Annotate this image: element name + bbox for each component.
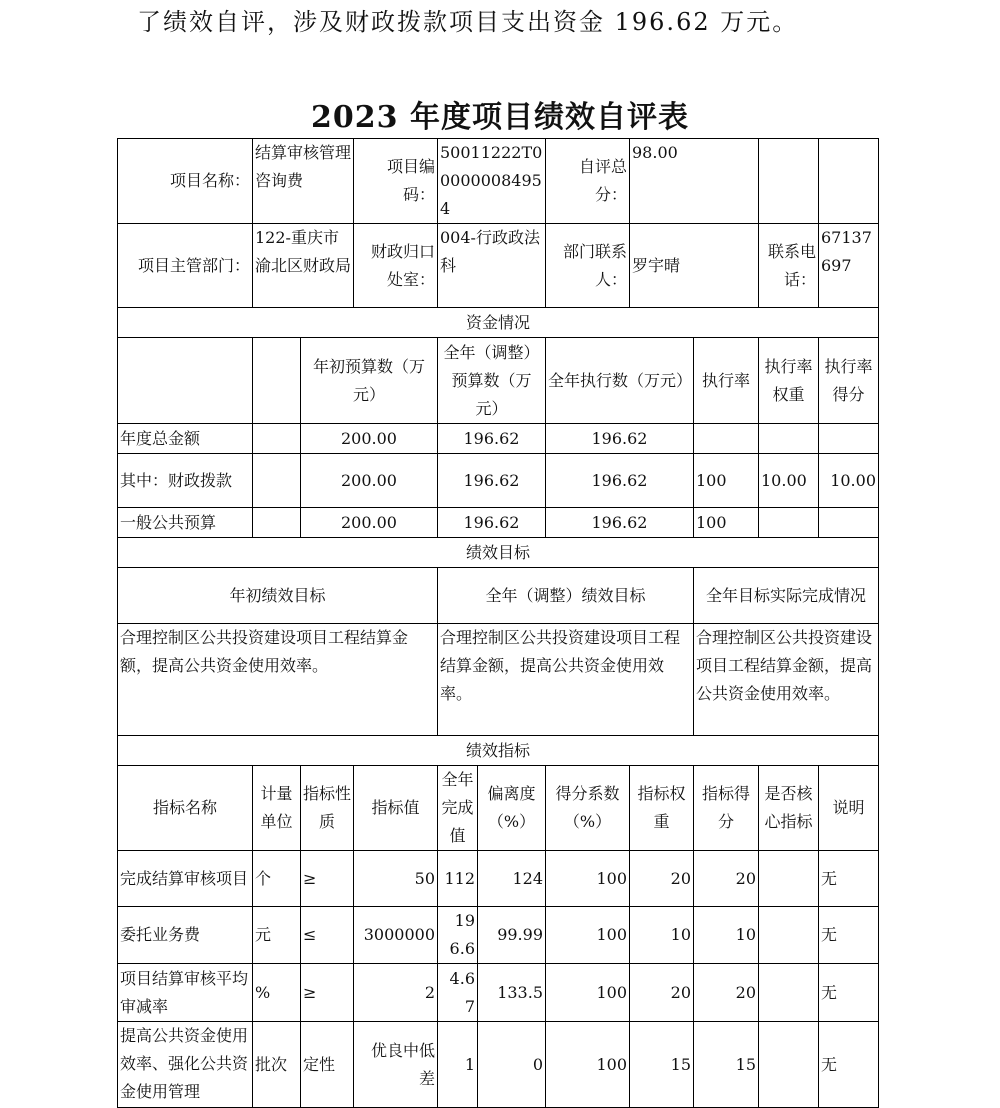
project-name-value: 结算审核管理咨询费 — [253, 139, 354, 224]
goals-header-row — [118, 568, 879, 624]
ind-header-unit: 计量单位 — [253, 766, 301, 851]
goals-section-header: 绩效目标 — [118, 538, 879, 568]
ind-core — [759, 851, 819, 907]
funds-adjusted: 196.62 — [438, 424, 546, 454]
indicators-section-header: 绩效指标 — [118, 736, 879, 766]
ind-deviation: 99.99 — [478, 907, 546, 964]
funds-row-label: 年度总金额 — [118, 424, 253, 454]
funds-header-adjusted: 全年（调整）预算数（万元） — [438, 338, 546, 424]
info-row-2 — [118, 224, 879, 308]
ind-deviation: 133.5 — [478, 964, 546, 1022]
empty-cell — [253, 508, 301, 538]
ind-header-name: 指标名称 — [118, 766, 253, 851]
funds-weight — [759, 508, 819, 538]
ind-nature: ≥ — [301, 851, 354, 907]
dept-value: 122-重庆市渝北区财政局 — [253, 224, 354, 308]
contact-value: 罗宇晴 — [630, 224, 759, 308]
ind-header-weight: 指标权重 — [630, 766, 694, 851]
ind-core — [759, 907, 819, 964]
ind-core — [759, 1022, 819, 1108]
indicator-row — [118, 964, 879, 1022]
goals-content-row — [118, 624, 879, 736]
funds-header-executed: 全年执行数（万元） — [546, 338, 694, 424]
funds-rate — [694, 424, 759, 454]
ind-header-note: 说明 — [819, 766, 879, 851]
ind-header-core: 是否核心指标 — [759, 766, 819, 851]
ind-unit: 批次 — [253, 1022, 301, 1108]
funds-weight: 10.00 — [759, 454, 819, 508]
empty-cell — [819, 139, 879, 224]
goals-adjusted-text: 合理控制区公共投资建设项目工程结算金额，提高公共资金使用效率。 — [438, 624, 694, 736]
total-score-label: 自评总分： — [546, 139, 630, 224]
info-row-1 — [118, 139, 879, 224]
ind-value: 50 — [354, 851, 438, 907]
ind-score: 20 — [694, 964, 759, 1022]
ind-score: 20 — [694, 851, 759, 907]
empty-cell — [253, 338, 301, 424]
funds-row-label: 其中：财政拨款 — [118, 454, 253, 508]
intro-paragraph: 了绩效自评，涉及财政拨款项目支出资金 196.62 万元。 — [137, 8, 799, 36]
indicator-row — [118, 851, 879, 907]
empty-cell — [253, 424, 301, 454]
funds-header-row — [118, 338, 879, 424]
ind-value: 2 — [354, 964, 438, 1022]
ind-weight: 15 — [630, 1022, 694, 1108]
funds-adjusted: 196.62 — [438, 508, 546, 538]
phone-label: 联系电话： — [759, 224, 819, 308]
funds-rate: 100 — [694, 508, 759, 538]
ind-nature: 定性 — [301, 1022, 354, 1108]
ind-coef: 100 — [546, 964, 630, 1022]
funds-header-weight: 执行率权重 — [759, 338, 819, 424]
empty-cell — [253, 454, 301, 508]
ind-note: 无 — [819, 851, 879, 907]
ind-weight: 20 — [630, 964, 694, 1022]
ind-header-deviation: 偏离度（%） — [478, 766, 546, 851]
ind-done: 112 — [438, 851, 478, 907]
ind-done: 196.6 — [438, 907, 478, 964]
ind-deviation: 0 — [478, 1022, 546, 1108]
phone-value: 67137697 — [819, 224, 879, 308]
funds-row-label: 一般公共预算 — [118, 508, 253, 538]
indicators-header-row — [118, 766, 879, 851]
ind-value: 优良中低差 — [354, 1022, 438, 1108]
funds-header-rate: 执行率 — [694, 338, 759, 424]
ind-header-value: 指标值 — [354, 766, 438, 851]
ind-header-score: 指标得分 — [694, 766, 759, 851]
ind-core — [759, 964, 819, 1022]
ind-coef: 100 — [546, 1022, 630, 1108]
ind-done: 1 — [438, 1022, 478, 1108]
performance-table — [117, 138, 879, 1108]
ind-unit: % — [253, 964, 301, 1022]
indicator-row — [118, 1022, 879, 1108]
dept-label: 项目主管部门： — [118, 224, 253, 308]
total-score-value: 98.00 — [630, 139, 759, 224]
project-name-label: 项目名称： — [118, 139, 253, 224]
ind-value: 3000000 — [354, 907, 438, 964]
funds-header-score: 执行率得分 — [819, 338, 879, 424]
ind-nature: ≤ — [301, 907, 354, 964]
ind-name: 完成结算审核项目 — [118, 851, 253, 907]
ind-note: 无 — [819, 964, 879, 1022]
funds-adjusted: 196.62 — [438, 454, 546, 508]
ind-header-done: 全年完成值 — [438, 766, 478, 851]
ind-weight: 20 — [630, 851, 694, 907]
ind-score: 15 — [694, 1022, 759, 1108]
empty-cell — [118, 338, 253, 424]
ind-unit: 个 — [253, 851, 301, 907]
office-label: 财政归口处室： — [354, 224, 438, 308]
goals-header-actual: 全年目标实际完成情况 — [694, 568, 879, 624]
funds-initial: 200.00 — [301, 424, 438, 454]
page-title: 2023 年度项目绩效自评表 — [311, 100, 689, 135]
project-code-value: 50011222T000000084954 — [438, 139, 546, 224]
contact-label: 部门联系人： — [546, 224, 630, 308]
funds-row — [118, 508, 879, 538]
office-value: 004-行政政法科 — [438, 224, 546, 308]
ind-name: 委托业务费 — [118, 907, 253, 964]
goals-header-initial: 年初绩效目标 — [118, 568, 438, 624]
goals-initial-text: 合理控制区公共投资建设项目工程结算金额，提高公共资金使用效率。 — [118, 624, 438, 736]
ind-nature: ≥ — [301, 964, 354, 1022]
ind-note: 无 — [819, 1022, 879, 1108]
ind-unit: 元 — [253, 907, 301, 964]
goals-header-adjusted: 全年（调整）绩效目标 — [438, 568, 694, 624]
ind-name: 提高公共资金使用效率、强化公共资金使用管理 — [118, 1022, 253, 1108]
empty-cell — [759, 139, 819, 224]
goals-actual-text: 合理控制区公共投资建设项目工程结算金额，提高公共资金使用效率。 — [694, 624, 879, 736]
ind-coef: 100 — [546, 907, 630, 964]
ind-deviation: 124 — [478, 851, 546, 907]
ind-coef: 100 — [546, 851, 630, 907]
funds-score — [819, 508, 879, 538]
funds-score — [819, 424, 879, 454]
funds-executed: 196.62 — [546, 454, 694, 508]
indicator-row — [118, 907, 879, 964]
funds-weight — [759, 424, 819, 454]
funds-initial: 200.00 — [301, 508, 438, 538]
ind-header-coef: 得分系数（%） — [546, 766, 630, 851]
funds-header-initial: 年初预算数（万元） — [301, 338, 438, 424]
funds-initial: 200.00 — [301, 454, 438, 508]
funds-rate: 100 — [694, 454, 759, 508]
funds-executed: 196.62 — [546, 508, 694, 538]
ind-done: 4.67 — [438, 964, 478, 1022]
ind-header-nature: 指标性质 — [301, 766, 354, 851]
ind-name: 项目结算审核平均审减率 — [118, 964, 253, 1022]
funds-section-header: 资金情况 — [118, 308, 879, 338]
ind-weight: 10 — [630, 907, 694, 964]
funds-row — [118, 424, 879, 454]
funds-executed: 196.62 — [546, 424, 694, 454]
project-code-label: 项目编码： — [354, 139, 438, 224]
ind-note: 无 — [819, 907, 879, 964]
ind-score: 10 — [694, 907, 759, 964]
funds-row — [118, 454, 879, 508]
funds-score: 10.00 — [819, 454, 879, 508]
